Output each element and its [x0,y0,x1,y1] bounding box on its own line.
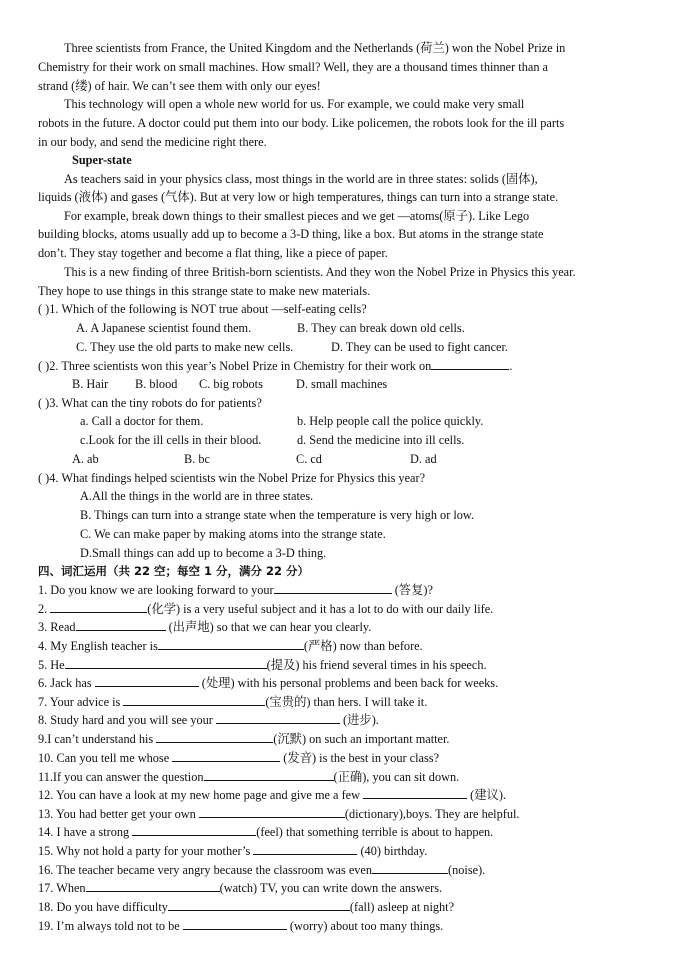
question-option: B. They can break down old cells. [297,321,465,335]
question-option: D.Small things can add up to become a 3-D thing. [80,546,327,560]
answer-blank[interactable] [50,601,147,613]
answer-blank[interactable] [156,731,273,743]
vocab-item: 14. I have a strong (feel) that something terrible is about to happen. [38,825,494,839]
vocab-item: 15. Why not hold a party for your mother’s (40) birthday. [38,844,428,858]
answer-blank[interactable] [204,769,334,781]
vocab-item: 9.I can’t understand his (沉默) on such an important matter. [38,732,450,746]
vocab-item: 7. Your advice is (宝贵的) than hers. I will take it. [38,695,428,709]
passage-line: This is a new finding of three British-born scientists. And they won the Nobel Prize in Physics this year. [64,265,576,279]
question-option: c.Look for the ill cells in their blood. [80,433,262,447]
passage-line: liquids (液体) and gases (气体). But at very low or high temperatures, things can turn into a strange state. [38,190,559,204]
vocab-item: 12. You can have a look at my new home page and give me a few (建议). [38,788,507,802]
question-stem: ( )3. What can the tiny robots do for patients? [38,396,262,410]
answer-blank[interactable] [76,619,166,631]
question-option: B. Hair [72,377,109,391]
question-option: A. ab [72,452,99,466]
answer-blank[interactable] [132,824,256,836]
vocab-item: 10. Can you tell me whose (发音) is the best in your class? [38,751,440,765]
question-stem: ( )4. What findings helped scientists win the Nobel Prize for Physics this year? [38,471,426,485]
vocab-item: 6. Jack has (处理) with his personal problems and been back for weeks. [38,676,499,690]
question-option: B. blood [135,377,178,391]
question-option: C. big robots [199,377,263,391]
passage-line: This technology will open a whole new world for us. For example, we could make very small [64,97,525,111]
vocab-item: 2. (化学) is a very useful subject and it has a lot to do with our daily life. [38,602,494,616]
passage-line: For example, break down things to their smallest pieces and we get —atoms(原子). Like Lego [64,209,530,223]
question-option: a. Call a doctor for them. [80,414,204,428]
answer-blank[interactable] [65,657,267,669]
answer-blank[interactable] [199,806,345,818]
question-option: C. We can make paper by making atoms into the strange state. [80,527,386,541]
passage-line: strand (缕) of hair. We can’t see them with only our eyes! [38,79,321,93]
answer-blank[interactable] [253,843,357,855]
answer-blank[interactable] [216,712,340,724]
vocab-item: 19. I’m always told not to be (worry) about too many things. [38,919,444,933]
answer-blank[interactable] [363,787,467,799]
vocab-item: 18. Do you have difficulty (fall) asleep at night? [38,900,455,914]
vocab-item: 13. You had better get your own (dictionary),boys. They are helpful. [38,807,520,821]
answer-blank[interactable] [158,638,304,650]
passage-line: Three scientists from France, the United Kingdom and the Netherlands (荷兰) won the Nobel Prize in [64,41,566,55]
question-option: A. A Japanese scientist found them. [76,321,252,335]
question-option: B. bc [184,452,210,466]
answer-blank[interactable] [123,694,265,706]
vocab-item: 17. When (watch) TV, you can write down the answers. [38,881,443,895]
vocab-item: 5. He (提及) his friend several times in his speech. [38,658,487,672]
question-option: D. small machines [296,377,388,391]
passage-line: Chemistry for their work on small machines. How small? Well, they are a thousand times thinner than a [38,60,549,74]
question-stem: ( )2. Three scientists won this year’s Nobel Prize in Chemistry for their work on . [38,359,513,373]
question-option: B. Things can turn into a strange state when the temperature is very high or low. [80,508,475,522]
passage-line: They hope to use things in this strange state to make new materials. [38,284,371,298]
question-option: D. They can be used to fight cancer. [331,340,508,354]
vocab-item: 1. Do you know we are looking forward to your (答复)? [38,583,433,597]
section-title: 四、词汇运用（共 22 空；每空 1 分，满分 22 分） [38,564,310,578]
answer-blank[interactable] [95,675,199,687]
vocab-item: 8. Study hard and you will see your (进步). [38,713,379,727]
vocab-item: 11.If you can answer the question (正确), you can sit down. [38,770,460,784]
passage-line: building blocks, atoms usually add up to become a 3-D thing, like a box. But atoms in the strange state [38,227,544,241]
question-option: D. ad [410,452,437,466]
vocab-item: 3. Read (出声地) so that we can hear you clearly. [38,620,372,634]
question-stem: ( )1. Which of the following is NOT true about —self-eating cells? [38,302,367,316]
passage-heading: Super-state [72,153,132,167]
passage-line: robots in the future. A doctor could put them into our body. Like policemen, the robots look for the ill parts [38,116,565,130]
answer-blank[interactable] [183,918,287,930]
passage-line: don’t. They stay together and become a flat thing, like a piece of paper. [38,246,388,260]
question-option: A.All the things in the world are in three states. [80,489,314,503]
passage-line: in our body, and send the medicine right there. [38,135,267,149]
question-option: C. cd [296,452,322,466]
vocab-item: 16. The teacher became very angry because the classroom was even (noise). [38,863,486,877]
answer-blank[interactable] [372,862,448,874]
answer-blank[interactable] [431,358,509,370]
question-option: b. Help people call the police quickly. [297,414,484,428]
vocab-item: 4. My English teacher is (严格) now than before. [38,639,423,653]
passage-line: As teachers said in your physics class, most things in the world are in three states: solids (固体), [64,172,538,186]
answer-blank[interactable] [168,899,350,911]
answer-blank[interactable] [172,750,280,762]
question-option: C. They use the old parts to make new cells. [76,340,294,354]
question-option: d. Send the medicine into ill cells. [297,433,465,447]
answer-blank[interactable] [86,880,220,892]
answer-blank[interactable] [274,582,392,594]
